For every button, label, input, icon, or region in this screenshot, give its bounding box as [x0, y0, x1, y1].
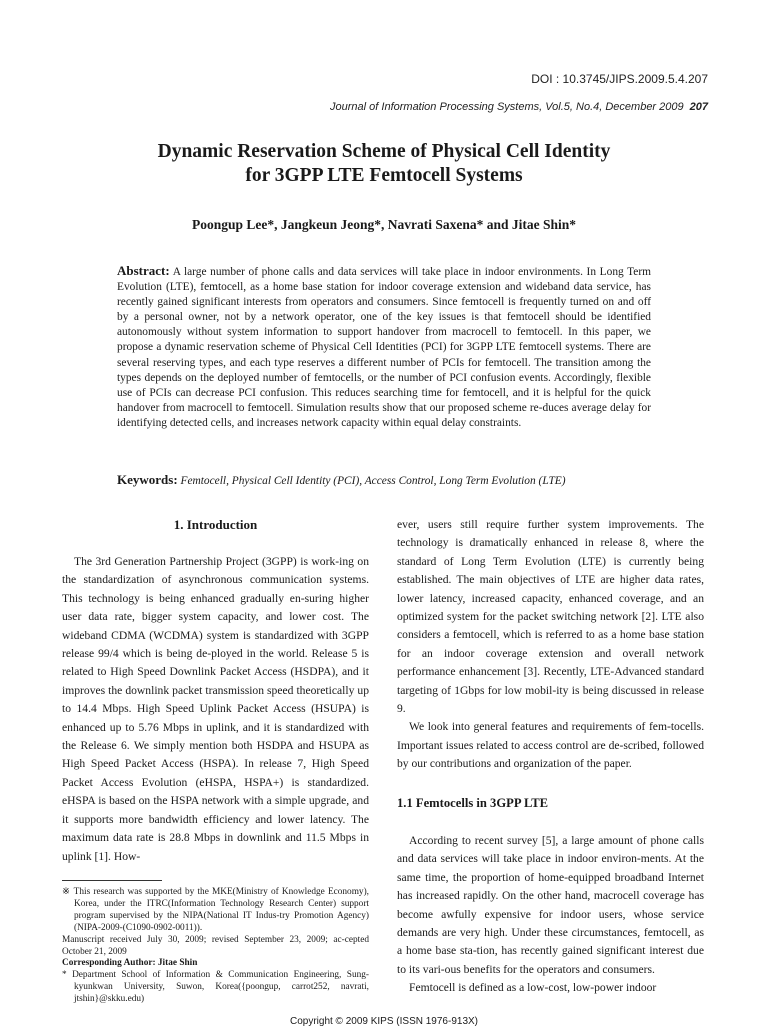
intro-paragraph-1-continued: ever, users still require further system improvements. The technology is dramatically enhanced in release 8, where the standard of Long Term Evolution (LTE) is currently being established. The main objectives of LTE are higher data rates, lower latency, increased capacity, enhanced coverage, and an optimized system for the packet switching network [2]. LTE also considers a femtocell, which is referred to as a home base station for an indoor coverage extension and overall network performance enhancement [3]. Recently, LTE-Advanced standard targeting of 1Gbps for low mobil-ity is being discussed in release 9.	[397, 518, 704, 716]
footnote-manuscript-dates: Manuscript received July 30, 2009; revised September 23, 2009; ac-cepted October 21, 2009	[62, 934, 369, 957]
right-column-top	[397, 516, 704, 774]
femtocell-paragraph-1: According to recent survey [5], a large amount of phone calls and data services will take place in indoor environ-ments. At the same time, the proportion of home-equipped broadband Internet has increased rapidly. On the other hand, macrocell coverage has become awfully expensive for indoor users, whose service demands are very high. Under these circumstances, femtocell, as a home base sta-tion, has recently gained significant interest due to its vari-ous benefits for the operators and consumers.	[397, 834, 704, 976]
journal-name: Journal of Information Processing Systems, Vol.5, No.4, December 2009	[330, 101, 684, 113]
authors: Poongup Lee*, Jangkeun Jeong*, Navrati Saxena* and Jitae Shin*	[191, 217, 577, 232]
section-heading-femtocells: 1.1 Femtocells in 3GPP LTE	[397, 796, 549, 810]
keywords-text: Femtocell, Physical Cell Identity (PCI), Access Control, Long Term Evolution (LTE)	[180, 475, 566, 487]
abstract	[117, 263, 651, 431]
footnote-affiliation: * Department School of Information & Communication Engineering, Sung-kyunkwan University, Suwon, Korea({poongup, carrot252, navrati, jtshin}@skku.edu)	[62, 970, 369, 1005]
intro-paragraph-1: The 3rd Generation Partnership Project (3GPP) is work-ing on the standardization of asynchronous communication systems. This technology is being enhanced gradually en-suring higher user data rate, bigger system capacity, and lower cost. The wideband CDMA (WCDMA) system is standardized with 3GPP release 99/4 which is being de-ployed in the world. Release 5 is related to High Speed Downlink Packet Access (HSDPA), and it improves the downlink packet transmission speed theoretically up to 14.4 Mbps. High Speed Uplink Packet Access (HSUPA) is enhanced up to 5.76 Mbps in uplink, and it is standardized with the Release 6. We simply mention both HSDPA and HSUPA as High Speed Packet Access (HSPA). In release 7, High Speed Packet Access Evolution (eHSPA, HSPA+) is standardized. eHSPA is based on the HSPA network with a simple upgrade, and it supports more bandwidth efficiency and lower latency. The maximum data rate is 28.8 Mbps in downlink and 11.5 Mbps in uplink [1]. How-	[62, 555, 369, 863]
abstract-label: Abstract:	[117, 263, 170, 278]
title-line-1: Dynamic Reservation Scheme of Physical Cell Identity	[157, 141, 611, 162]
footnote-funding: ※ This research was supported by the MKE(Ministry of Knowledge Economy), Korea, under the ITRC(Information Technology Research Center) support program supervised by the NIPA(National IT Indus-try Promotion Agency) (NIPA-2009-(C1090-0902-0011)).	[62, 887, 369, 933]
femtocell-paragraph-2: Femtocell is defined as a low-cost, low-power indoor	[409, 981, 657, 995]
page-number: 207	[689, 101, 708, 113]
footnote-corresponding-author: Corresponding Author: Jitae Shin	[62, 958, 198, 969]
title-line-2: for 3GPP LTE Femtocell Systems	[245, 165, 523, 186]
keywords-label: Keywords:	[117, 472, 178, 487]
section-heading-introduction: 1. Introduction	[173, 517, 258, 532]
footnotes	[62, 887, 369, 1006]
doi: DOI : 10.3745/JIPS.2009.5.4.207	[531, 72, 708, 86]
left-column	[62, 553, 369, 866]
abstract-text: A large number of phone calls and data services will take place in indoor environments. In Long Term Evolution (LTE), femtocell, as a home base station for indoor coverage extension and wideband data service, has recently gained significant interests from operators and consumers. Since femtocell is frequently turned on and off by a personal owner, not by a network operator, one of the key issues is that femtocell should be identified autonomously without system information to support handover from macrocell to femtocell. In this paper, we propose a dynamic reservation scheme of Physical Cell Identities (PCI) for 3GPP LTE femtocell systems. There are several reserving types, and each type reserves a different number of PCIs for femtocell. The transition among the types depends on the deployed number of femtocells, or the number of PCI confusion events. Accordingly, flexible use of PCIs can decrease PCI confusion. This reduces searching time for femtocell, and it is helpful for the quick handover from macrocell to femtocell. Simulation results show that our proposed scheme re-duces average delay for identifying detected cells, and increases network capacity within equal delay constraints.	[117, 266, 651, 429]
paper-title	[0, 140, 768, 188]
intro-paragraph-2: We look into general features and requirements of fem-tocells. Important issues related to access control are de-scribed, followed by our contributions and organization of the paper.	[397, 720, 704, 771]
copyright: Copyright © 2009 KIPS (ISSN 1976-913X)	[289, 1016, 479, 1027]
right-column-bottom	[397, 832, 704, 998]
keywords	[117, 472, 657, 488]
journal-header	[330, 101, 708, 113]
footnote-divider	[62, 880, 162, 881]
